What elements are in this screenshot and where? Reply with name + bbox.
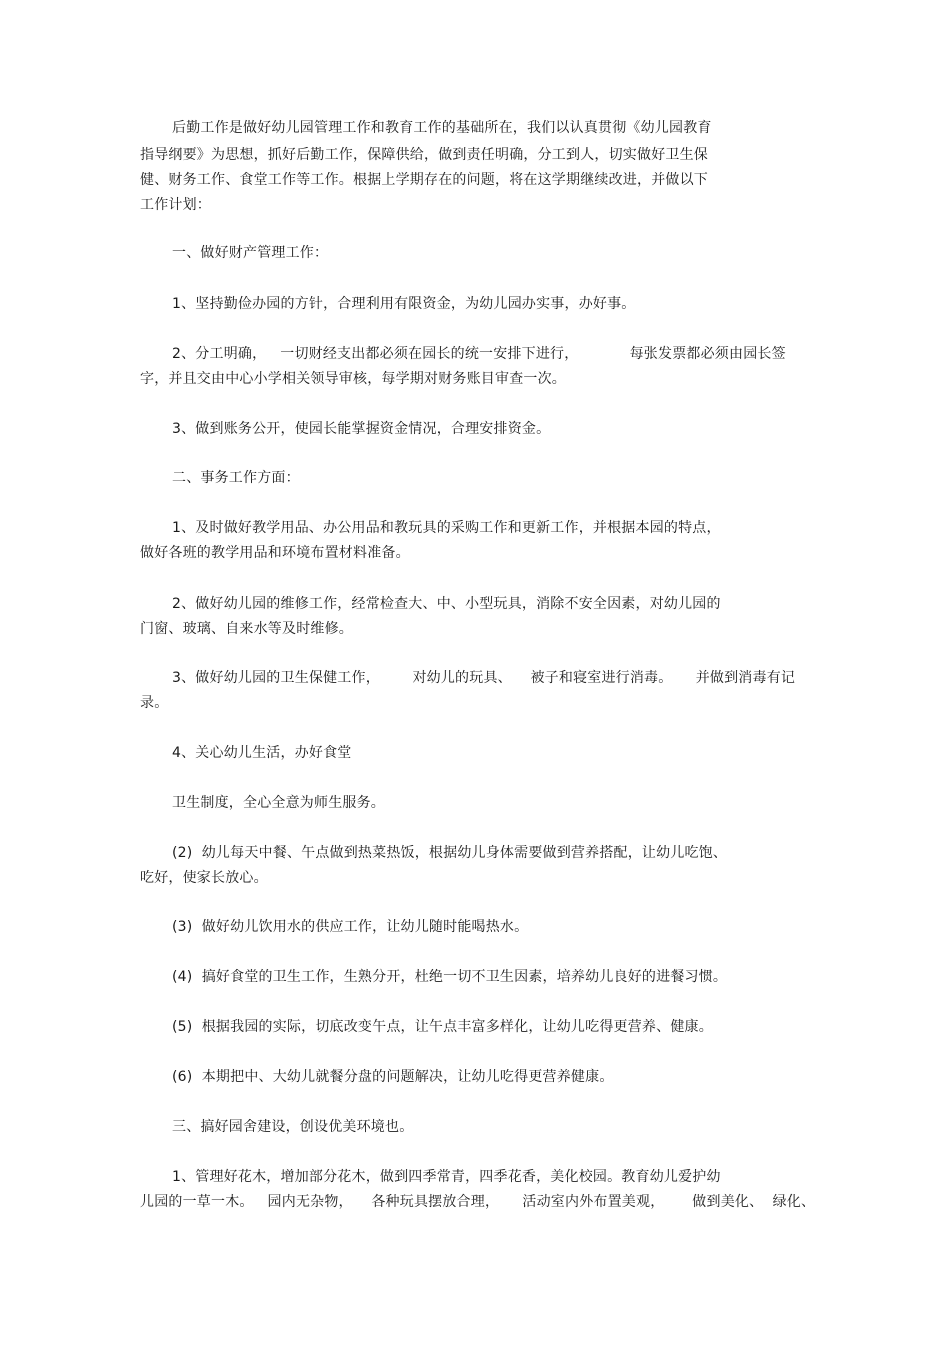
paragraph-line: 门窗、玻璃、自来水等及时维修。 bbox=[140, 621, 353, 637]
paragraph-line: 后勤工作是做好幼儿园管理工作和教育工作的基础所在，我们以认真贯彻《幼儿园教育 bbox=[172, 120, 712, 136]
paragraph-line: 吃好，使家长放心。 bbox=[140, 870, 268, 886]
paragraph-line: (6) 本期把中、大幼儿就餐分盘的问题解决，让幼儿吃得更营养健康。 bbox=[172, 1069, 614, 1085]
paragraph-line: 2、分工明确， 一切财经支出都必须在园长的统一安排下进行， 每张发票都必须由园长签 bbox=[172, 346, 786, 362]
paragraph-line: 做好各班的教学用品和环境布置材料准备。 bbox=[140, 545, 410, 561]
paragraph-line: 2、做好幼儿园的维修工作，经常检查大、中、小型玩具，消除不安全因素，对幼儿园的 bbox=[172, 596, 721, 612]
paragraph-line: 1、坚持勤俭办园的方针，合理利用有限资金，为幼儿园办实事，办好事。 bbox=[172, 296, 636, 312]
paragraph-line: 卫生制度，全心全意为师生服务。 bbox=[172, 795, 385, 811]
paragraph-line: 1、及时做好教学用品、办公用品和教玩具的采购工作和更新工作，并根据本园的特点， bbox=[172, 520, 721, 536]
paragraph-line: (5) 根据我园的实际，切底改变午点，让午点丰富多样化，让幼儿吃得更营养、健康。 bbox=[172, 1019, 713, 1035]
section-heading: 二、事务工作方面： bbox=[172, 470, 300, 486]
paragraph-line: 4、关心幼儿生活，办好食堂 bbox=[172, 745, 352, 761]
paragraph-line: (4) 搞好食堂的卫生工作，生熟分开，杜绝一切不卫生因素，培养幼儿良好的进餐习惯。 bbox=[172, 969, 728, 985]
paragraph-line: 录。 bbox=[140, 695, 169, 711]
paragraph-line: 1、管理好花木，增加部分花木，做到四季常青，四季花香，美化校园。教育幼儿爱护幼 bbox=[172, 1169, 721, 1185]
paragraph-line: 指导纲要》为思想，抓好后勤工作，保障供给，做到责任明确，分工到人，切实做好卫生保 bbox=[140, 147, 708, 163]
paragraph-line: 字，并且交由中心小学相关领导审核，每学期对财务账目审查一次。 bbox=[140, 371, 566, 387]
paragraph-line: (2) 幼儿每天中餐、午点做到热菜热饭，根据幼儿身体需要做到营养搭配，让幼儿吃饱、 bbox=[172, 845, 728, 861]
paragraph-line: 3、做好幼儿园的卫生保健工作， 对幼儿的玩具、 被子和寝室进行消毒。 并做到消毒有记 bbox=[172, 670, 796, 686]
section-heading: 三、搞好园舍建设，创设优美环境也。 bbox=[172, 1119, 414, 1135]
paragraph-line: (3) 做好幼儿饮用水的供应工作，让幼儿随时能喝热水。 bbox=[172, 919, 529, 935]
paragraph-line: 儿园的一草一木。 园内无杂物， 各种玩具摆放合理， 活动室内外布置美观， 做到美化、 绿化、 bbox=[140, 1194, 816, 1210]
paragraph-line: 3、做到账务公开，使园长能掌握资金情况，合理安排资金。 bbox=[172, 421, 551, 437]
paragraph-line: 健、财务工作、食堂工作等工作。根据上学期存在的问题，将在这学期继续改进，并做以下 bbox=[140, 172, 708, 188]
section-heading: 一、做好财产管理工作： bbox=[172, 245, 329, 261]
paragraph-line: 工作计划： bbox=[140, 197, 211, 213]
